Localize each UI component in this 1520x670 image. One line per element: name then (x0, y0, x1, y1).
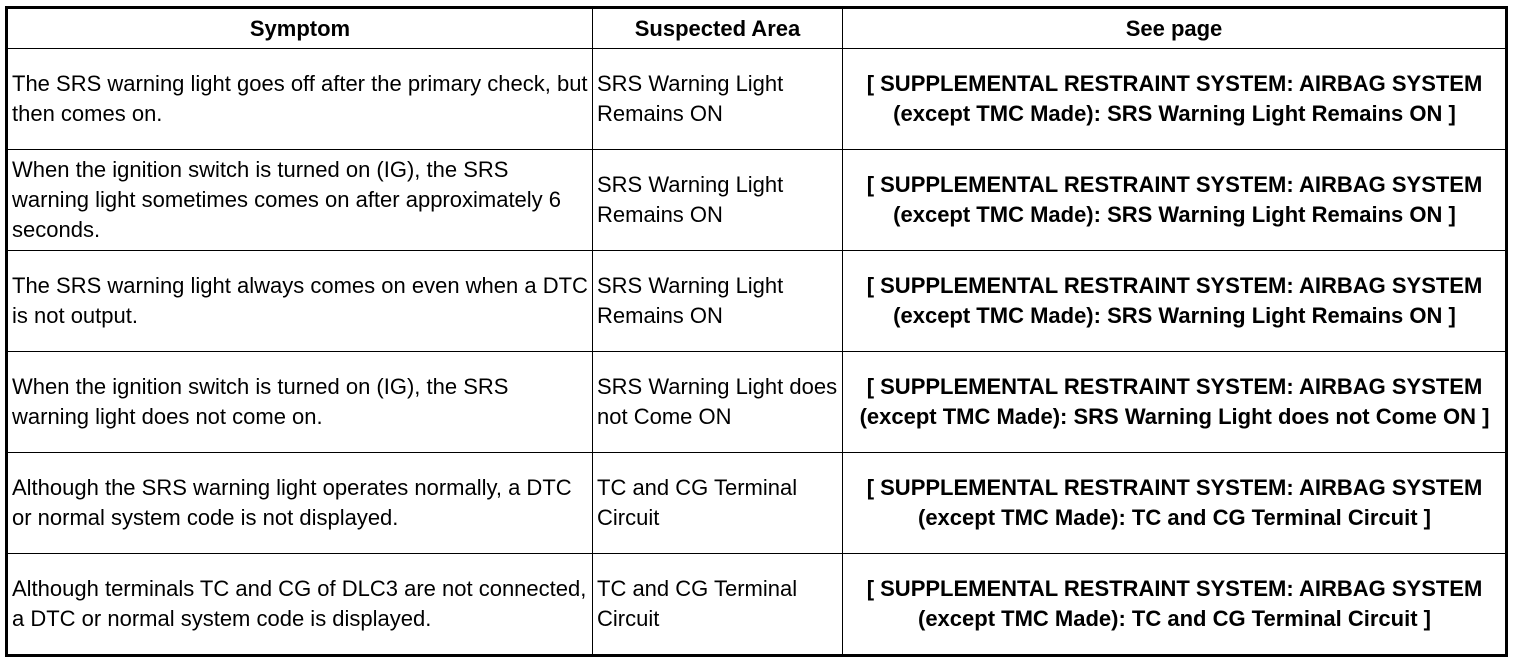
see-page-link[interactable]: [ SUPPLEMENTAL RESTRAINT SYSTEM: AIRBAG SYSTEM (except TMC Made): SRS Warning Light Remains ON ] (843, 150, 1507, 251)
symptom-table (5, 6, 1508, 657)
header-see-page: See page (843, 8, 1507, 49)
header-suspected-area: Suspected Area (593, 8, 843, 49)
suspected-area-cell: SRS Warning Light Remains ON (593, 49, 843, 150)
suspected-area-cell: TC and CG Terminal Circuit (593, 453, 843, 554)
symptom-cell: The SRS warning light goes off after the primary check, but then comes on. (7, 49, 593, 150)
table-row (7, 352, 1507, 453)
table-row (7, 49, 1507, 150)
symptom-cell: Although the SRS warning light operates normally, a DTC or normal system code is not displayed. (7, 453, 593, 554)
table-header-row (7, 8, 1507, 49)
symptom-cell: When the ignition switch is turned on (IG), the SRS warning light does not come on. (7, 352, 593, 453)
see-page-link[interactable]: [ SUPPLEMENTAL RESTRAINT SYSTEM: AIRBAG SYSTEM (except TMC Made): TC and CG Terminal Circuit ] (843, 554, 1507, 656)
suspected-area-cell: SRS Warning Light Remains ON (593, 150, 843, 251)
table-row (7, 251, 1507, 352)
see-page-link[interactable]: [ SUPPLEMENTAL RESTRAINT SYSTEM: AIRBAG SYSTEM (except TMC Made): SRS Warning Light does not Come ON ] (843, 352, 1507, 453)
symptom-cell: When the ignition switch is turned on (IG), the SRS warning light sometimes comes on after approximately 6 seconds. (7, 150, 593, 251)
see-page-link[interactable]: [ SUPPLEMENTAL RESTRAINT SYSTEM: AIRBAG SYSTEM (except TMC Made): SRS Warning Light Remains ON ] (843, 49, 1507, 150)
see-page-link[interactable]: [ SUPPLEMENTAL RESTRAINT SYSTEM: AIRBAG SYSTEM (except TMC Made): SRS Warning Light Remains ON ] (843, 251, 1507, 352)
symptom-cell: The SRS warning light always comes on even when a DTC is not output. (7, 251, 593, 352)
table-row (7, 554, 1507, 656)
symptom-table-container (5, 6, 1505, 657)
table-row (7, 150, 1507, 251)
symptom-cell: Although terminals TC and CG of DLC3 are not connected, a DTC or normal system code is displayed. (7, 554, 593, 656)
suspected-area-cell: TC and CG Terminal Circuit (593, 554, 843, 656)
see-page-link[interactable]: [ SUPPLEMENTAL RESTRAINT SYSTEM: AIRBAG SYSTEM (except TMC Made): TC and CG Terminal Circuit ] (843, 453, 1507, 554)
suspected-area-cell: SRS Warning Light Remains ON (593, 251, 843, 352)
suspected-area-cell: SRS Warning Light does not Come ON (593, 352, 843, 453)
table-row (7, 453, 1507, 554)
header-symptom: Symptom (7, 8, 593, 49)
